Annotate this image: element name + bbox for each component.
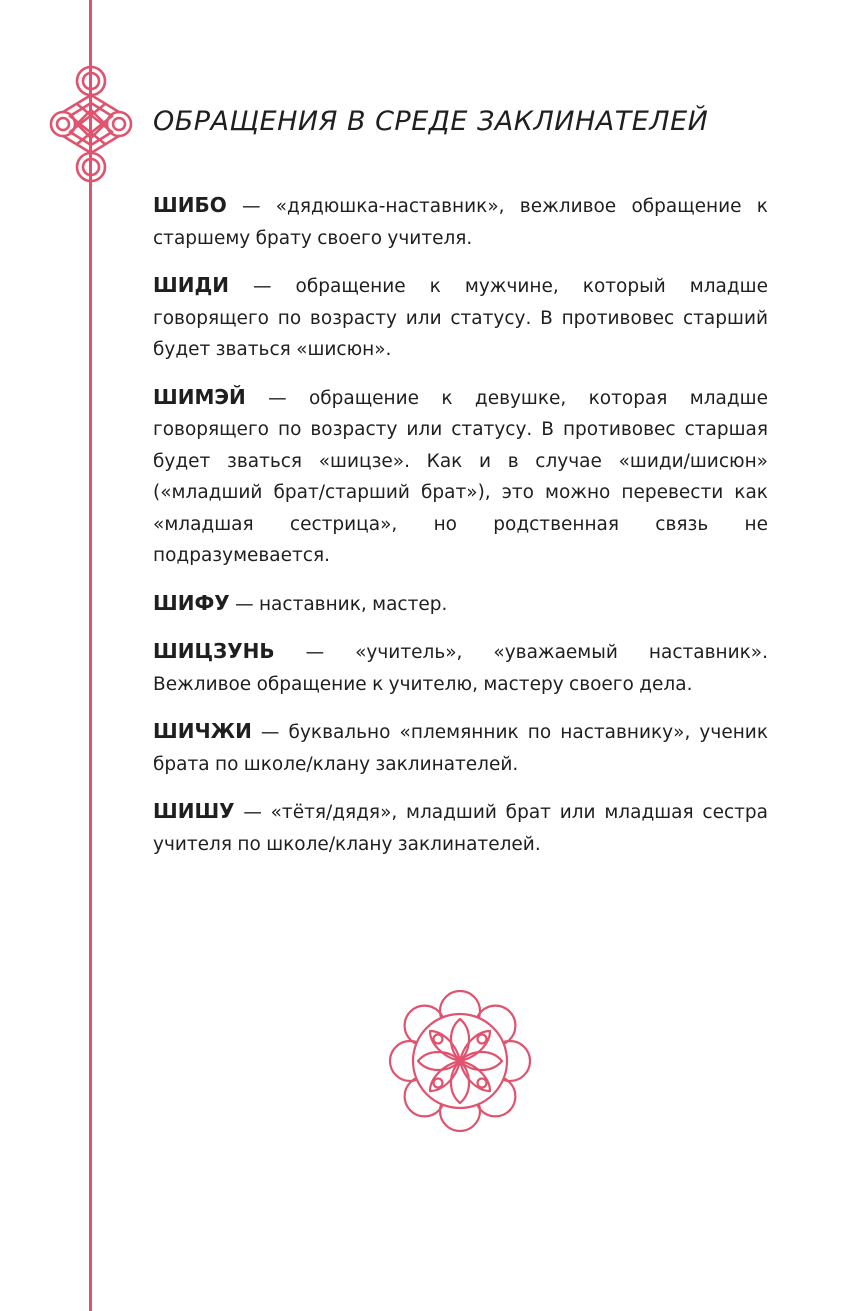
glossary-entry <box>153 796 768 860</box>
glossary-definition: — обращение к девушке, которая младше говорящего по возрасту или статусу. В противовес старшая будет зваться «шицзе». Как и в случае «шиди/шисюн» («младший брат/старший брат»), это можно перевести как «младшая сестрица», но родственная связь не подразумевается. <box>153 387 768 566</box>
glossary-entry <box>153 716 768 780</box>
glossary-term: ШИЧЖИ <box>153 719 252 743</box>
glossary-term: ШИДИ <box>153 273 229 297</box>
decorative-side-line <box>89 0 92 1311</box>
glossary-term: ШИМЭЙ <box>153 384 246 409</box>
glossary-term: ШИЦЗУНЬ <box>153 639 275 663</box>
glossary-list <box>153 190 768 876</box>
page-title: ОБРАЩЕНИЯ В СРЕДЕ ЗАКЛИНАТЕЛЕЙ <box>153 106 709 137</box>
glossary-definition: — обращение к мужчине, который младше говорящего по возрасту или статусу. В противовес старший будет зваться «шисюн». <box>153 276 768 360</box>
flower-ornament-icon <box>389 990 531 1132</box>
glossary-entry <box>153 636 768 700</box>
glossary-entry <box>153 270 768 366</box>
endless-knot-icon <box>48 62 134 186</box>
glossary-definition: — наставник, мастер. <box>229 593 448 615</box>
glossary-definition: — «дядюшка-наставник», вежливое обращение к старшему брату своего учителя. <box>153 196 768 249</box>
glossary-definition: — буквально «племянник по наставнику», ученик брата по школе/клану заклинателей. <box>153 722 768 775</box>
glossary-definition: — «тётя/дядя», младший брат или младшая сестра учителя по школе/клану заклинателей. <box>153 802 768 855</box>
glossary-entry <box>153 190 768 254</box>
glossary-entry <box>153 382 768 572</box>
glossary-term: ШИФУ <box>153 590 230 615</box>
glossary-definition: — «учитель», «уважаемый наставник». Вежливое обращение к учителю, мастеру своего дела. <box>153 642 768 695</box>
glossary-entry <box>153 588 768 621</box>
glossary-term: ШИШУ <box>153 799 235 823</box>
glossary-term: ШИБО <box>153 193 227 217</box>
